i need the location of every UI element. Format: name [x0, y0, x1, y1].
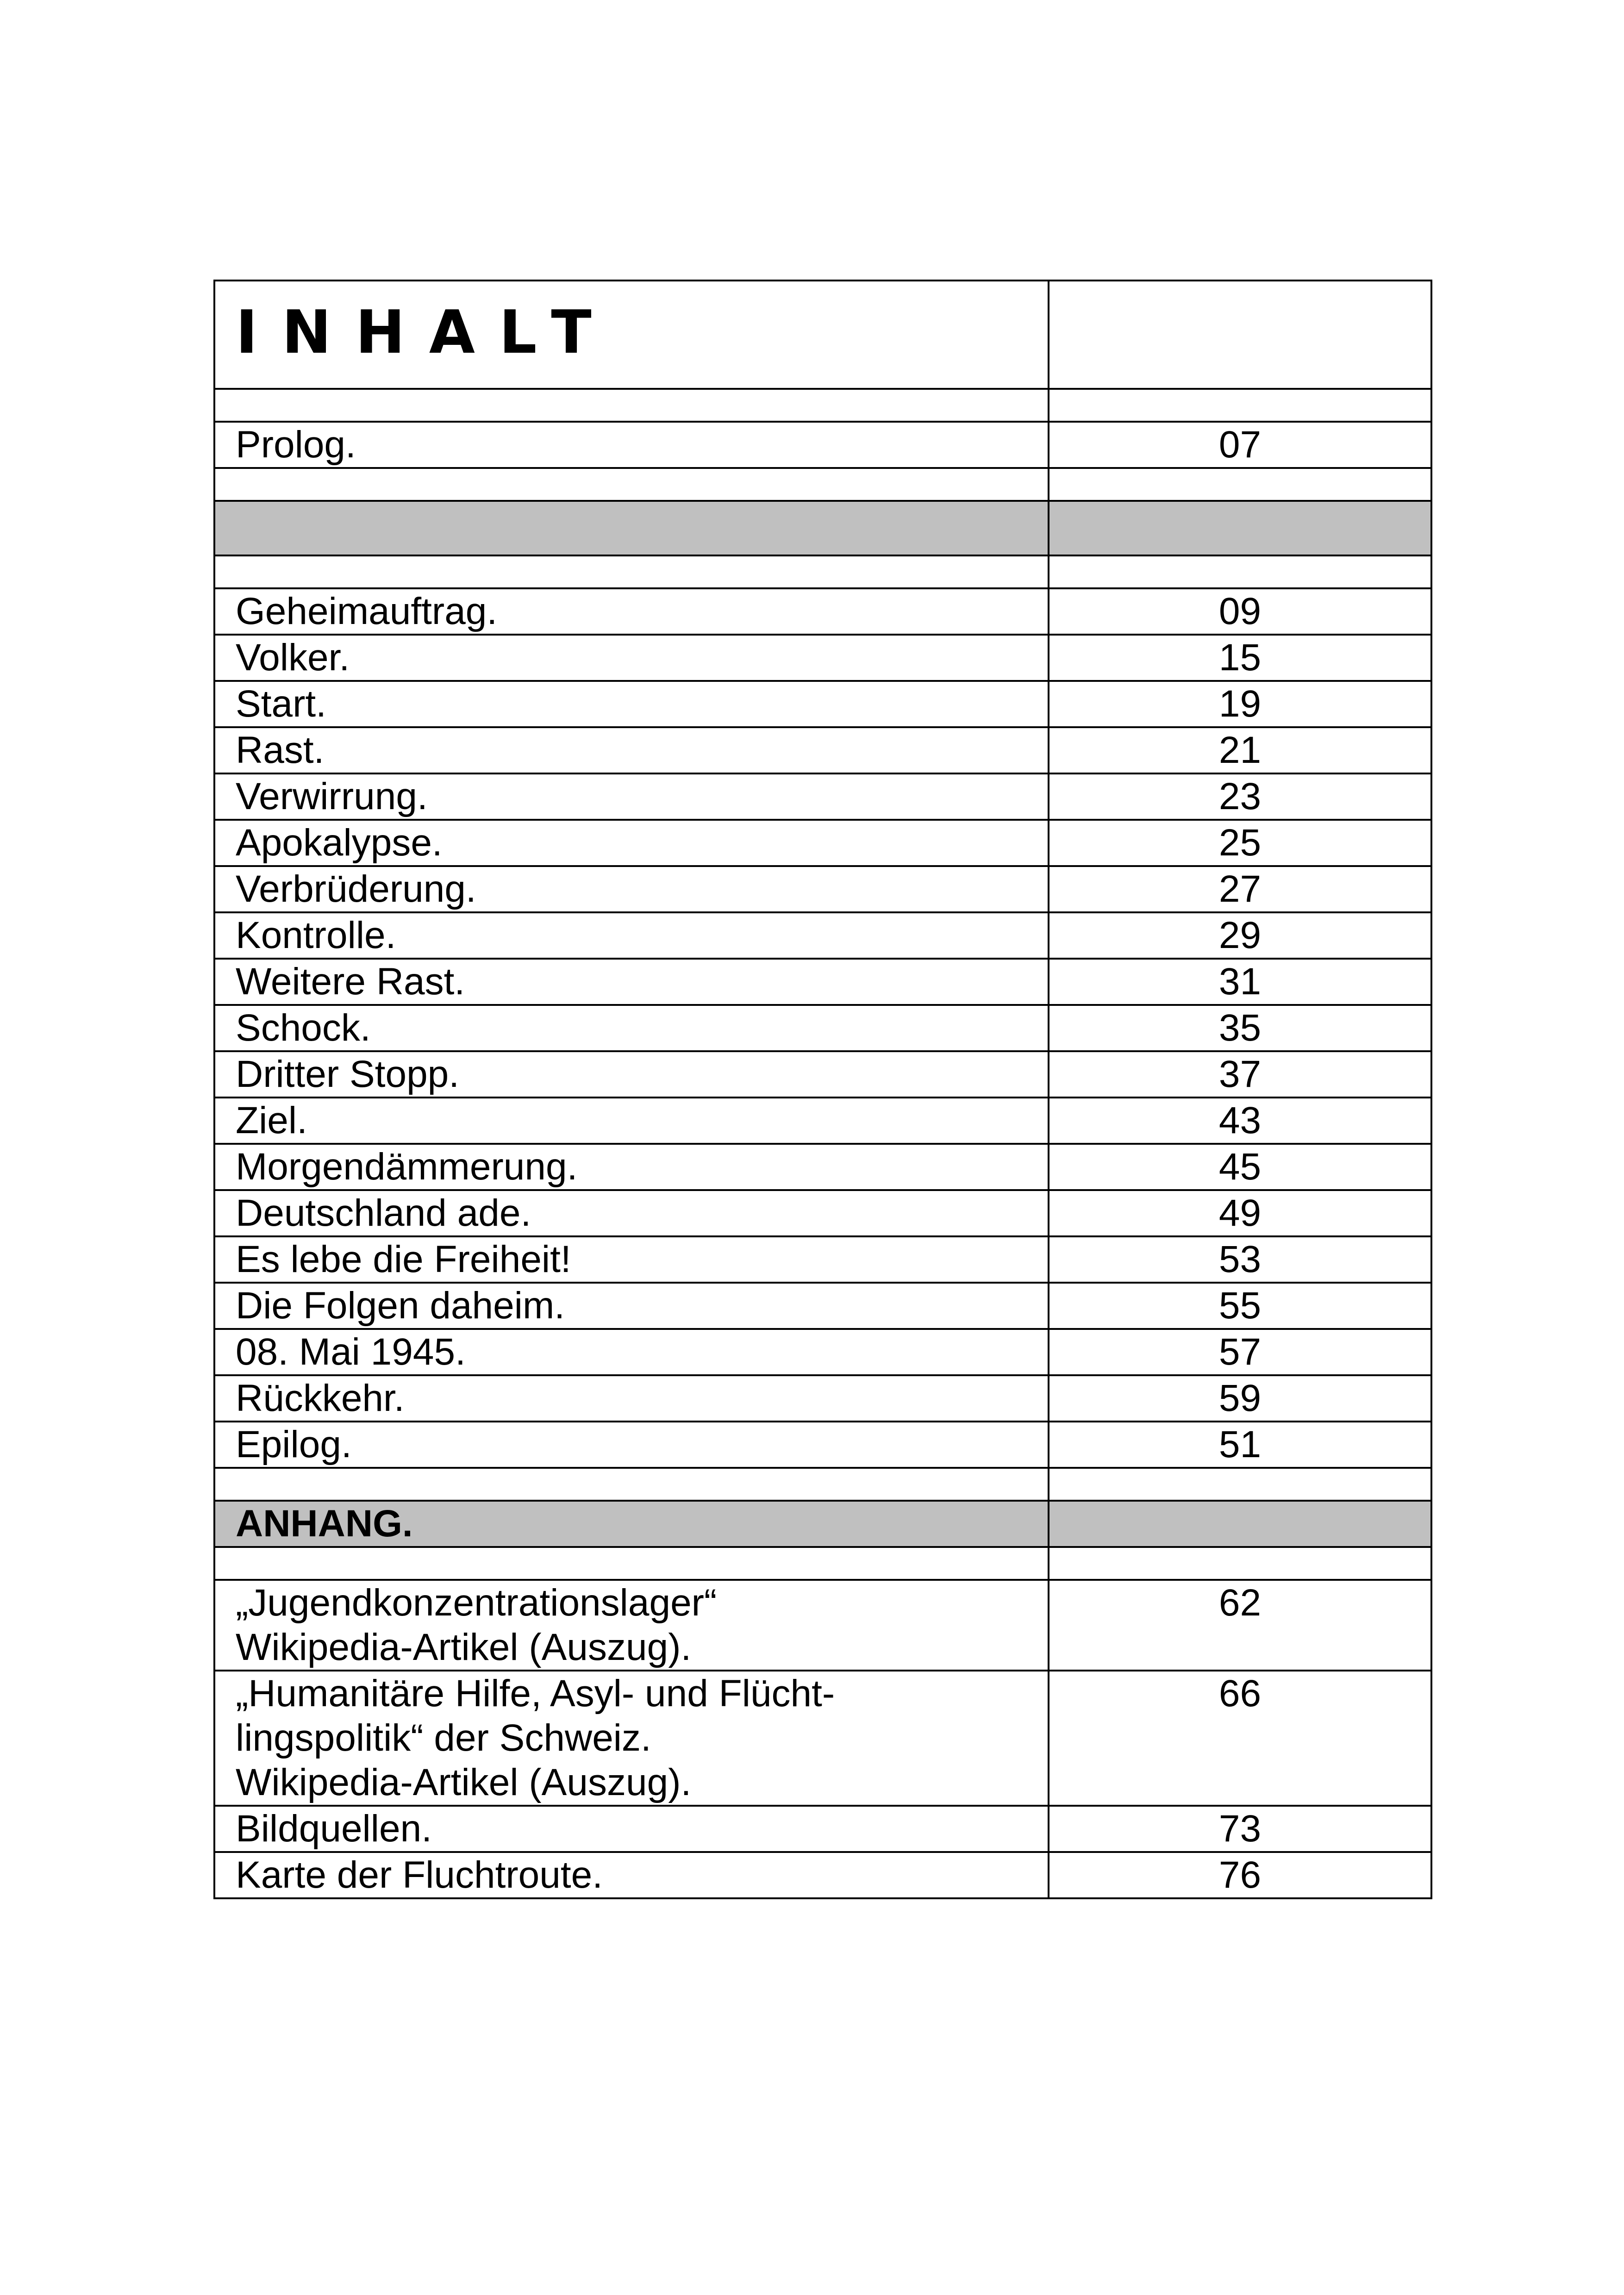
heading-cell: [214, 281, 1049, 389]
toc-row: [214, 1190, 1431, 1236]
toc-entry-page: 07: [1049, 422, 1431, 468]
appendix-section-label: ANHANG.: [214, 1501, 1049, 1547]
toc-body: [214, 281, 1431, 1898]
spacer-cell: [1049, 468, 1431, 501]
appendix-entry-line: Karte der Fluchtroute.: [236, 1854, 603, 1896]
spacer-cell: [1049, 1468, 1431, 1501]
spacer-row: [214, 468, 1431, 501]
toc-entry-page: 59: [1049, 1375, 1431, 1422]
toc-row: [214, 820, 1431, 866]
spacer-cell: [1049, 389, 1431, 422]
appendix-section-page-cell: [1049, 1501, 1431, 1547]
spacer-row: [214, 389, 1431, 422]
toc-entry-page: 27: [1049, 866, 1431, 912]
toc-row: [214, 681, 1431, 727]
toc-entry-page: 43: [1049, 1098, 1431, 1144]
appendix-entry-line: Wikipedia-Artikel (Auszug).: [236, 1626, 692, 1668]
toc-row: [214, 866, 1431, 912]
toc-entry-title: Rückkehr.: [214, 1375, 1049, 1422]
spacer-cell: [214, 555, 1049, 588]
appendix-entry-page: 66: [1049, 1671, 1431, 1806]
toc-entry-title: Weitere Rast.: [214, 959, 1049, 1005]
toc-entry-page: 35: [1049, 1005, 1431, 1051]
toc-entry-page: 15: [1049, 635, 1431, 681]
shaded-cell: [1049, 501, 1431, 555]
toc-entry-page: 37: [1049, 1051, 1431, 1098]
toc-row: [214, 773, 1431, 820]
toc-entry-title: Volker.: [214, 635, 1049, 681]
toc-entry-title: Prolog.: [214, 422, 1049, 468]
toc-entry-title: Deutschland ade.: [214, 1190, 1049, 1236]
toc-entry-title: Epilog.: [214, 1422, 1049, 1468]
appendix-row: [214, 1806, 1431, 1852]
shaded-cell: [214, 501, 1049, 555]
toc-entry-title: Dritter Stopp.: [214, 1051, 1049, 1098]
toc-entry-title: Ziel.: [214, 1098, 1049, 1144]
toc-row: [214, 1283, 1431, 1329]
toc-row: [214, 635, 1431, 681]
toc-row: [214, 1236, 1431, 1283]
appendix-entry-page: 73: [1049, 1806, 1431, 1852]
toc-entry-page: 09: [1049, 588, 1431, 635]
spacer-cell: [214, 468, 1049, 501]
toc-entry-page: 45: [1049, 1144, 1431, 1190]
heading-page-cell: [1049, 281, 1431, 389]
toc-entry-title: Apokalypse.: [214, 820, 1049, 866]
appendix-entry-title: [214, 1806, 1049, 1852]
toc-row: [214, 1144, 1431, 1190]
appendix-entry-line: „Jugendkonzentrationslager“: [236, 1582, 717, 1624]
toc-entry-page: 21: [1049, 727, 1431, 773]
appendix-entry-title: [214, 1671, 1049, 1806]
spacer-cell: [1049, 1547, 1431, 1580]
table-of-contents: [213, 280, 1432, 1899]
appendix-entry-line: „Humanitäre Hilfe, Asyl- und Flücht-: [236, 1672, 835, 1715]
spacer-cell: [214, 1547, 1049, 1580]
toc-entry-page: 51: [1049, 1422, 1431, 1468]
toc-entry-title: 08. Mai 1945.: [214, 1329, 1049, 1375]
toc-entry-page: 53: [1049, 1236, 1431, 1283]
toc-row: [214, 1422, 1431, 1468]
toc-entry-title: Morgendämmerung.: [214, 1144, 1049, 1190]
appendix-section-row: [214, 1501, 1431, 1547]
toc-row: [214, 1098, 1431, 1144]
toc-row-prologue: [214, 422, 1431, 468]
appendix-entry-line: Wikipedia-Artikel (Auszug).: [236, 1761, 692, 1803]
spacer-row: [214, 1468, 1431, 1501]
page-title: INHALT: [236, 298, 616, 367]
appendix-row: [214, 1580, 1431, 1671]
spacer-row: [214, 1547, 1431, 1580]
appendix-entry-page: 76: [1049, 1852, 1431, 1898]
toc-entry-title: Verwirrung.: [214, 773, 1049, 820]
shaded-divider-row: [214, 501, 1431, 555]
toc-row: [214, 1375, 1431, 1422]
toc-row: [214, 588, 1431, 635]
toc-entry-title: Rast.: [214, 727, 1049, 773]
appendix-entry-line: Bildquellen.: [236, 1808, 432, 1850]
toc-entry-title: Start.: [214, 681, 1049, 727]
appendix-row: [214, 1671, 1431, 1806]
appendix-entry-title: [214, 1852, 1049, 1898]
toc-entry-page: 55: [1049, 1283, 1431, 1329]
toc-entry-title: Schock.: [214, 1005, 1049, 1051]
toc-entry-title: Es lebe die Freiheit!: [214, 1236, 1049, 1283]
spacer-cell: [214, 1468, 1049, 1501]
spacer-cell: [1049, 555, 1431, 588]
toc-entry-title: Die Folgen daheim.: [214, 1283, 1049, 1329]
appendix-entry-page: 62: [1049, 1580, 1431, 1671]
toc-entry-title: Geheimauftrag.: [214, 588, 1049, 635]
spacer-row: [214, 555, 1431, 588]
toc-entry-page: 31: [1049, 959, 1431, 1005]
toc-row: [214, 1329, 1431, 1375]
heading-row: [214, 281, 1431, 389]
toc-row: [214, 727, 1431, 773]
toc-row: [214, 1051, 1431, 1098]
toc-entry-page: 23: [1049, 773, 1431, 820]
toc-entry-title: Kontrolle.: [214, 912, 1049, 959]
appendix-row: [214, 1852, 1431, 1898]
toc-entry-page: 19: [1049, 681, 1431, 727]
toc-row: [214, 912, 1431, 959]
toc-entry-page: 57: [1049, 1329, 1431, 1375]
toc-row: [214, 959, 1431, 1005]
toc-entry-page: 29: [1049, 912, 1431, 959]
appendix-entry-line: lingspolitik“ der Schweiz.: [236, 1717, 651, 1759]
spacer-cell: [214, 389, 1049, 422]
toc-entry-page: 25: [1049, 820, 1431, 866]
toc-entry-page: 49: [1049, 1190, 1431, 1236]
toc-row: [214, 1005, 1431, 1051]
appendix-entry-title: [214, 1580, 1049, 1671]
toc-entry-title: Verbrüderung.: [214, 866, 1049, 912]
